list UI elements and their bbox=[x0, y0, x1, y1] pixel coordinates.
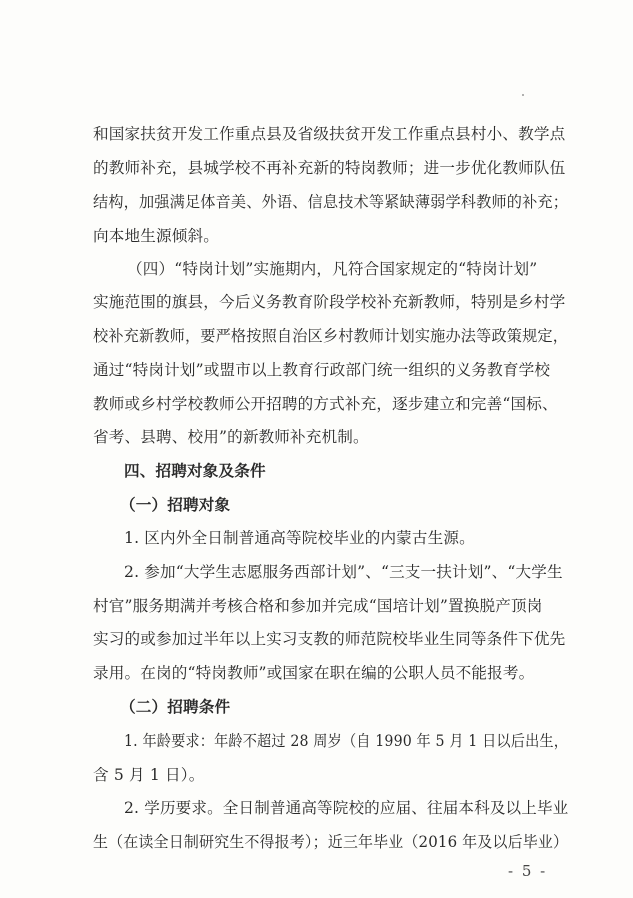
paragraph-line: 实习的或参加过半年以上实习支教的师范院校毕业生同等条件下优先 bbox=[93, 630, 566, 648]
paragraph-line: 教师或乡村学校教师公开招聘的方式补充，逐步建立和完善“国标、 bbox=[93, 395, 558, 413]
paragraph-line: 2. 学历要求。全日制普通高等院校的应届、往届本科及以上毕业 bbox=[124, 799, 569, 817]
paragraph-line: （四）“特岗计划”实施期内，凡符合国家规定的“特岗计划” bbox=[127, 260, 538, 278]
paragraph-line: 和国家扶贫开发工作重点县及省级扶贫开发工作重点县村小、教学点 bbox=[93, 125, 566, 143]
scan-speck bbox=[522, 94, 524, 96]
paragraph-line: 结构，加强满足体音美、外语、信息技术等紧缺薄弱学科教师的补充； bbox=[93, 193, 569, 211]
paragraph-line: 省考、县聘、校用”的新教师补充机制。 bbox=[93, 428, 369, 446]
paragraph-line: 1. 年龄要求：年龄不超过 28 周岁（自 1990 年 5 月 1 日以后出生， bbox=[124, 732, 569, 750]
page-number: - 5 - bbox=[508, 862, 548, 880]
subsection-heading: （一）招聘对象 bbox=[120, 496, 231, 514]
paragraph-line: 生（在读全日制研究生不得报考）；近三年毕业（2016 年及以后毕业） bbox=[93, 833, 569, 851]
paragraph-line: 实施范围的旗县，今后义务教育阶段学校补充新教师，特别是乡村学 bbox=[93, 293, 566, 311]
paragraph-line: 1. 区内外全日制普通高等院校毕业的内蒙古生源。 bbox=[124, 529, 475, 547]
paragraph-line: 村官”服务期满并考核合格和参加并完成“国培计划”置换脱产顶岗 bbox=[93, 597, 543, 615]
paragraph-line: 校补充新教师，要严格按照自治区乡村教师计划实施办法等政策规定， bbox=[93, 327, 569, 345]
paragraph-line: 的教师补充，县城学校不再补充新的特岗教师；进一步优化教师队伍 bbox=[93, 159, 566, 177]
paragraph-line: 录用。在岗的“特岗教师”或国家在职在编的公职人员不能报考。 bbox=[93, 664, 535, 682]
paragraph-line: 通过“特岗计划”或盟市以上教育行政部门统一组织的义务教育学校 bbox=[93, 361, 551, 379]
paragraph-line: 含 5 月 1 日）。 bbox=[93, 766, 205, 784]
paragraph-line: 向本地生源倾斜。 bbox=[93, 227, 219, 245]
subsection-heading: （二）招聘条件 bbox=[120, 698, 231, 716]
paragraph-line: 2. 参加“大学生志愿服务西部计划”、“三支一扶计划”、“大学生 bbox=[124, 563, 563, 581]
section-heading: 四、招聘对象及条件 bbox=[124, 462, 266, 480]
